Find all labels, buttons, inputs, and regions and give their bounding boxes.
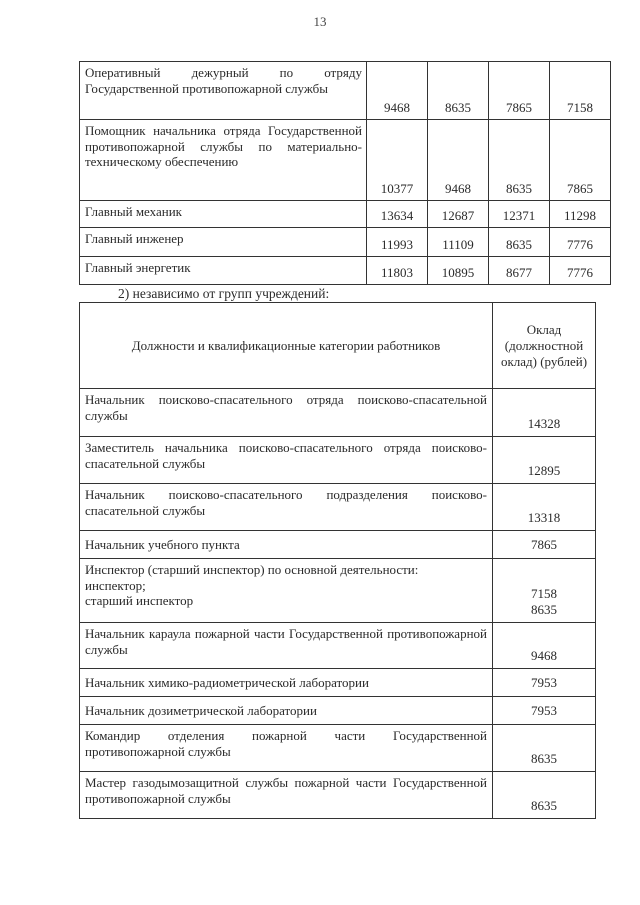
position-name: Заместитель начальника поисково-спасательного отряда поисково-спасательной службы (80, 437, 493, 484)
table-row (80, 559, 596, 623)
position-line: Инспектор (старший инспектор) по основной деятельности: (85, 562, 419, 577)
salary-cell: 10895 (428, 257, 489, 285)
section-intro: 2) независимо от групп учреждений: (118, 286, 330, 301)
position-name: Начальник поисково-спасательного подразделения поисково-спасательной службы (80, 484, 493, 531)
position-name: Начальник караула пожарной части Государственной противопожарной службы (80, 623, 493, 669)
page-number: 13 (313, 14, 327, 29)
position-name: Оперативный дежурный по отряду Государственной противопожарной службы (80, 62, 367, 120)
salary-cell: 7953 (493, 669, 596, 697)
table-row (80, 484, 596, 531)
salary-cell: 9468 (428, 120, 489, 201)
position-name: Помощник начальника отряда Государственной противопожарной службы по материально-техническому обеспечению (80, 120, 367, 201)
position-name: Главный энергетик (80, 257, 367, 285)
position-name: Начальник поисково-спасательного отряда поисково-спасательной службы (80, 389, 493, 437)
salary-cell: 13634 (367, 201, 428, 228)
table-row (80, 257, 611, 285)
salary-cell: 7158 (550, 62, 611, 120)
salary-cell: 8635 (428, 62, 489, 120)
salary-cell: 8635 (493, 725, 596, 772)
salary-cell: 8635 (489, 120, 550, 201)
table-row (80, 623, 596, 669)
salary-cell: 12371 (489, 201, 550, 228)
salary-cell: 7865 (489, 62, 550, 120)
table-row (80, 389, 596, 437)
table-row (80, 669, 596, 697)
salary-cell: 12687 (428, 201, 489, 228)
table-row (80, 201, 611, 228)
position-name: Начальник химико-радиометрической лаборатории (80, 669, 493, 697)
salary-table-by-group (79, 61, 611, 285)
salary-cell: 11803 (367, 257, 428, 285)
salary-cell: 11109 (428, 228, 489, 257)
salary-cell: 9468 (493, 623, 596, 669)
position-name: Начальник дозиметрической лаборатории (80, 697, 493, 725)
salary-cell: 14328 (493, 389, 596, 437)
position-line: инспектор; (85, 577, 146, 593)
table-row (80, 437, 596, 484)
table-row (80, 120, 611, 201)
position-name (80, 559, 493, 623)
table-row (80, 772, 596, 819)
salary-cell: 8635 (489, 228, 550, 257)
salary-cell: 7953 (493, 697, 596, 725)
table-row (80, 725, 596, 772)
salary-cell: 10377 (367, 120, 428, 201)
salary-table-independent (79, 302, 596, 819)
salary-cell: 8635 (493, 772, 596, 819)
position-name: Главный механик (80, 201, 367, 228)
table-row (80, 531, 596, 559)
table-row (80, 228, 611, 257)
salary-cell: 7865 (493, 531, 596, 559)
position-name: Мастер газодымозащитной службы пожарной части Государственной противопожарной службы (80, 772, 493, 819)
position-name: Главный инженер (80, 228, 367, 257)
table-row (80, 697, 596, 725)
salary-cell: 8677 (489, 257, 550, 285)
salary-cell: 11298 (550, 201, 611, 228)
salary-cell: 7865 (550, 120, 611, 201)
salary-cell (493, 559, 596, 623)
position-line: старший инспектор (85, 593, 194, 608)
table-row (80, 62, 611, 120)
salary-line: 8635 (531, 601, 557, 617)
table-header-row (80, 303, 596, 389)
position-name: Командир отделения пожарной части Государственной противопожарной службы (80, 725, 493, 772)
salary-cell: 7776 (550, 257, 611, 285)
salary-cell: 11993 (367, 228, 428, 257)
salary-cell: 13318 (493, 484, 596, 531)
header-position: Должности и квалификационные категории работников (80, 303, 493, 389)
salary-cell: 12895 (493, 437, 596, 484)
header-salary: Оклад (должностной оклад) (рублей) (493, 303, 596, 389)
salary-line: 7158 (531, 586, 557, 601)
salary-cell: 9468 (367, 62, 428, 120)
salary-cell: 7776 (550, 228, 611, 257)
position-name: Начальник учебного пункта (80, 531, 493, 559)
